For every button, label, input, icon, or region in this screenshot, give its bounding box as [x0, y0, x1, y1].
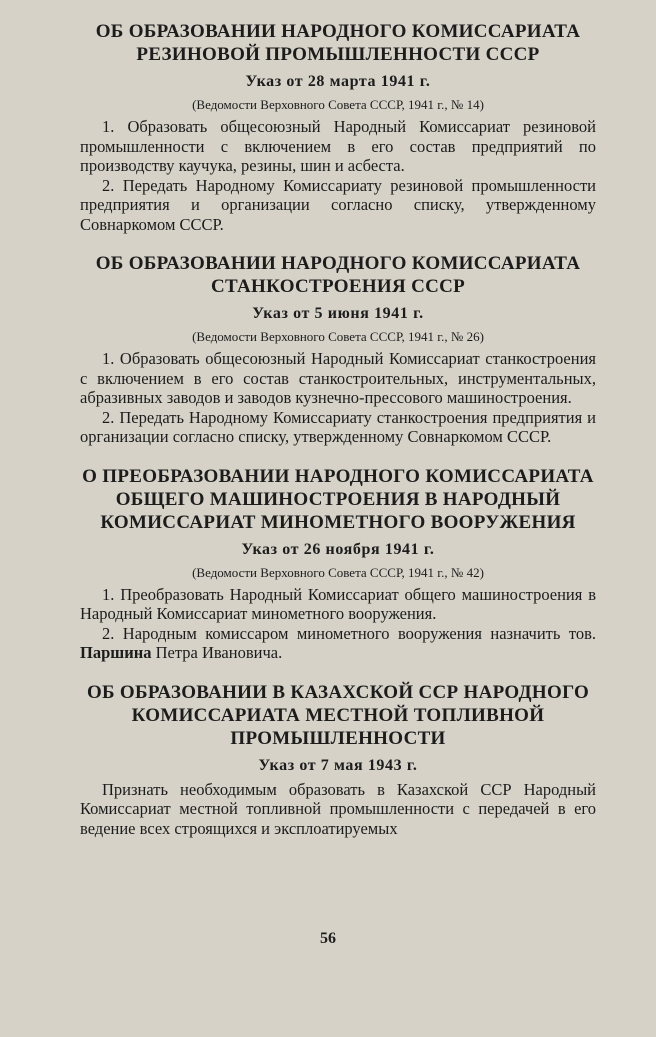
page-number: 56: [320, 930, 336, 947]
section-heading: [80, 465, 596, 534]
paragraph-text: 2. Народным комиссаром минометного вооружения назначить тов.: [102, 623, 596, 643]
section-rubber-industry: [80, 20, 596, 234]
section-mortar-armament: [80, 465, 596, 663]
decree-title: Указ от 7 мая 1943 г.: [258, 756, 418, 774]
section-machine-tool-industry: [80, 252, 596, 447]
person-name: Паршина: [80, 643, 152, 662]
decree-title: Указ от 28 марта 1941 г.: [245, 73, 431, 90]
heading-line: ПРОМЫШЛЕННОСТИ: [230, 727, 446, 749]
heading-line: О ПРЕОБРАЗОВАНИИ НАРОДНОГО КОМИССАРИАТА: [82, 465, 594, 487]
paragraph: 1. Образовать общесоюзный Народный Комиссариат станкостроения с включением в его состав станкостроительных, инструментальных, абразивных заводов и заводов кузнечно-прессового машиностроения.: [80, 349, 596, 407]
decree-title: Указ от 26 ноября 1941 г.: [241, 540, 435, 558]
source-citation: (Ведомости Верховного Совета СССР, 1941 г., № 14): [192, 97, 484, 112]
heading-line: КОМИССАРИАТ МИНОМЕТНОГО ВООРУЖЕНИЯ: [100, 511, 576, 533]
source-citation: (Ведомости Верховного Совета СССР, 1941 г., № 42): [192, 564, 484, 580]
paragraph-text: Петра Ивановича.: [151, 643, 283, 662]
heading-line: КОМИССАРИАТА МЕСТНОЙ ТОПЛИВНОЙ: [131, 704, 545, 726]
source-citation: (Ведомости Верховного Совета СССР, 1941 г., № 26): [192, 329, 484, 344]
section-kazakh-fuel-industry: [80, 681, 596, 839]
section-heading: [80, 20, 596, 66]
decree-title: Указ от 5 июня 1941 г.: [252, 305, 424, 322]
paragraph: 2. Передать Народному Комиссариату резиновой промышленности предприятия и организации согласно списку, утвержденному Совнаркомом СССР.: [80, 175, 596, 234]
section-heading: [80, 252, 596, 298]
paragraph: 2. Передать Народному Комиссариату станкостроения предприятия и организации согласно списку, утвержденному Совнаркомом СССР.: [80, 407, 596, 446]
heading-line: ОБЩЕГО МАШИНОСТРОЕНИЯ В НАРОДНЫЙ: [115, 488, 561, 510]
paragraph: 1. Образовать общесоюзный Народный Комиссариат резиновой промышленности с включением в его состав предприятий по производству каучука, резины, шин и асбеста.: [80, 117, 596, 175]
paragraph: Признать необходимым образовать в Казахской ССР Народный Комиссариат местной топливной промышленности с передачей в его ведение всех строящихся и эксплоатируемых: [80, 779, 596, 838]
heading-line: ОБ ОБРАЗОВАНИИ НАРОДНОГО КОМИССАРИАТА: [95, 253, 581, 274]
section-heading: [80, 681, 596, 750]
heading-line: РЕЗИНОВОЙ ПРОМЫШЛЕННОСТИ СССР: [136, 44, 540, 65]
heading-line: ОБ ОБРАЗОВАНИИ В КАЗАХСКОЙ ССР НАРОДНОГО: [86, 681, 590, 703]
paragraph: 1. Преобразовать Народный Комиссариат общего машиностроения в Народный Комиссариат минометного вооружения.: [80, 584, 596, 623]
paragraph: [80, 624, 596, 663]
heading-line: ОБ ОБРАЗОВАНИИ НАРОДНОГО КОМИССАРИАТА: [95, 21, 581, 42]
heading-line: СТАНКОСТРОЕНИЯ СССР: [210, 276, 466, 297]
